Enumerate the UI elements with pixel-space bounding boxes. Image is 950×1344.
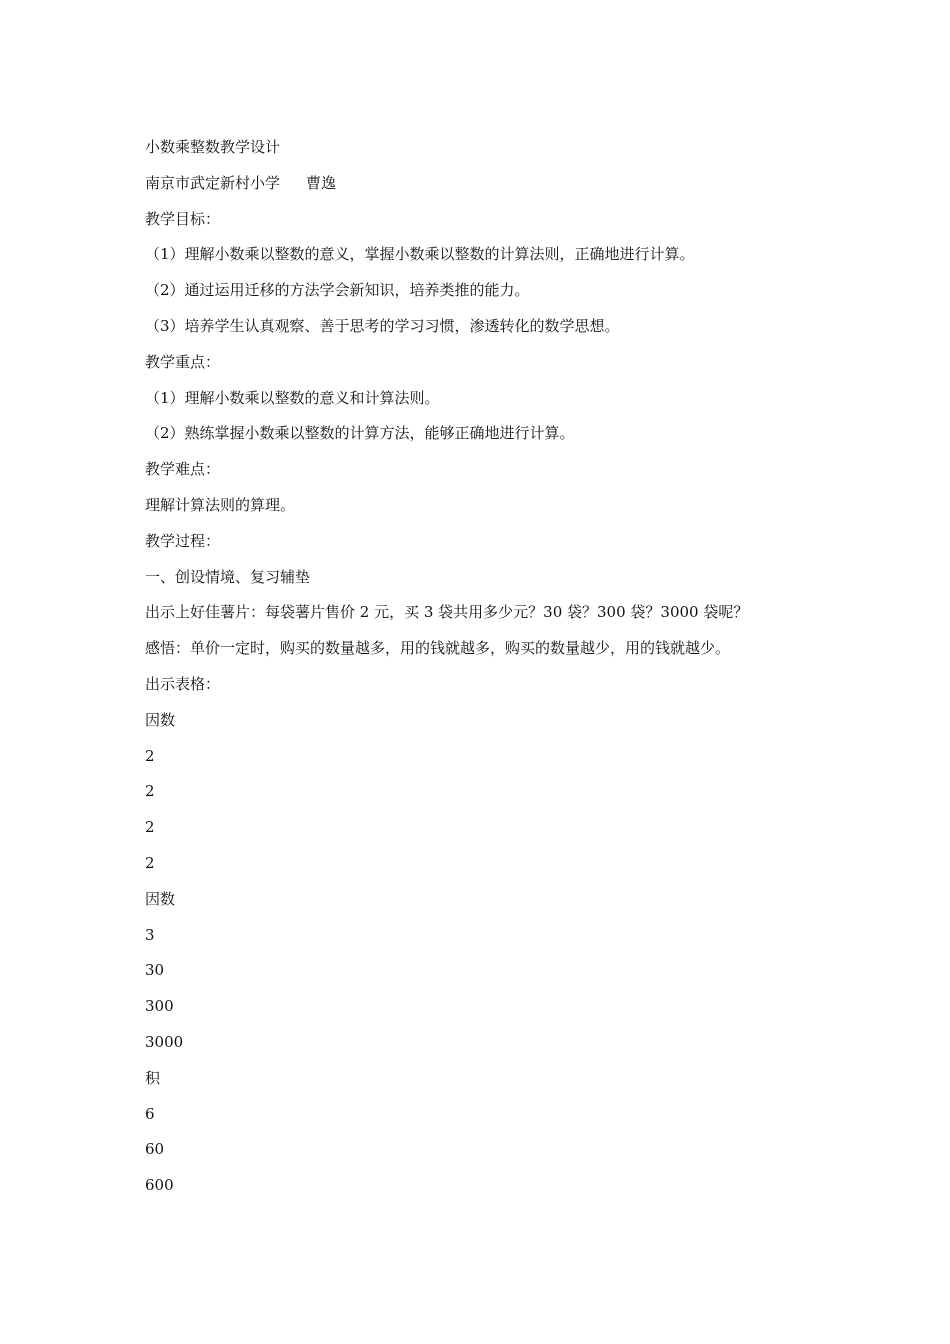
table-product-value: 600 [145,1176,174,1195]
table-factor2-value: 3 [145,925,155,944]
document-title: 小数乘整数教学设计 [145,138,281,156]
table-product-label: 积 [145,1068,161,1087]
paragraph-chips-problem: 出示上好佳薯片：每袋薯片售价 2 元，买 3 袋共用多少元？30 袋？300 袋？3000 袋呢？ [145,603,749,622]
objectives-heading: 教学目标： [145,209,221,228]
objective-item: （1）理解小数乘以整数的意义，掌握小数乘以整数的计算法则，正确地进行计算。 [145,245,695,264]
objective-item: （2）通过运用迁移的方法学会新知识，培养类推的能力。 [145,281,530,300]
paragraph-insight: 感悟：单价一定时，购买的数量越多，用的钱就越多，购买的数量越少，用的钱就越少。 [145,639,731,658]
objective-item: （3）培养学生认真观察、善于思考的学习习惯，渗透转化的数学思想。 [145,316,620,335]
key-point-item: （2）熟练掌握小数乘以整数的计算方法，能够正确地进行计算。 [145,424,575,443]
table-factor2-label: 因数 [145,889,176,908]
paragraph-show-table: 出示表格： [145,674,221,693]
table-factor2-value: 300 [145,997,174,1016]
table-factor1-value: 2 [145,782,155,801]
key-point-item: （1）理解小数乘以整数的意义和计算法则。 [145,388,440,407]
process-heading: 教学过程： [145,531,221,550]
section-heading: 一、创设情境、复习辅垫 [145,567,311,586]
table-factor1-value: 2 [145,746,155,765]
author-school: 南京市武定新村小学 [145,173,281,192]
difficulty-text: 理解计算法则的算理。 [145,495,296,514]
difficulty-heading: 教学难点： [145,460,221,479]
document-body [145,136,905,1210]
author-line [145,172,905,194]
key-points-heading: 教学重点： [145,352,221,371]
table-factor2-value: 30 [145,961,165,980]
author-name: 曹逸 [306,173,337,192]
table-factor1-label: 因数 [145,710,176,729]
table-product-value: 60 [145,1140,165,1159]
table-product-value: 6 [145,1104,155,1123]
table-factor1-value: 2 [145,818,155,837]
table-factor1-value: 2 [145,853,155,872]
table-factor2-value: 3000 [145,1032,184,1051]
